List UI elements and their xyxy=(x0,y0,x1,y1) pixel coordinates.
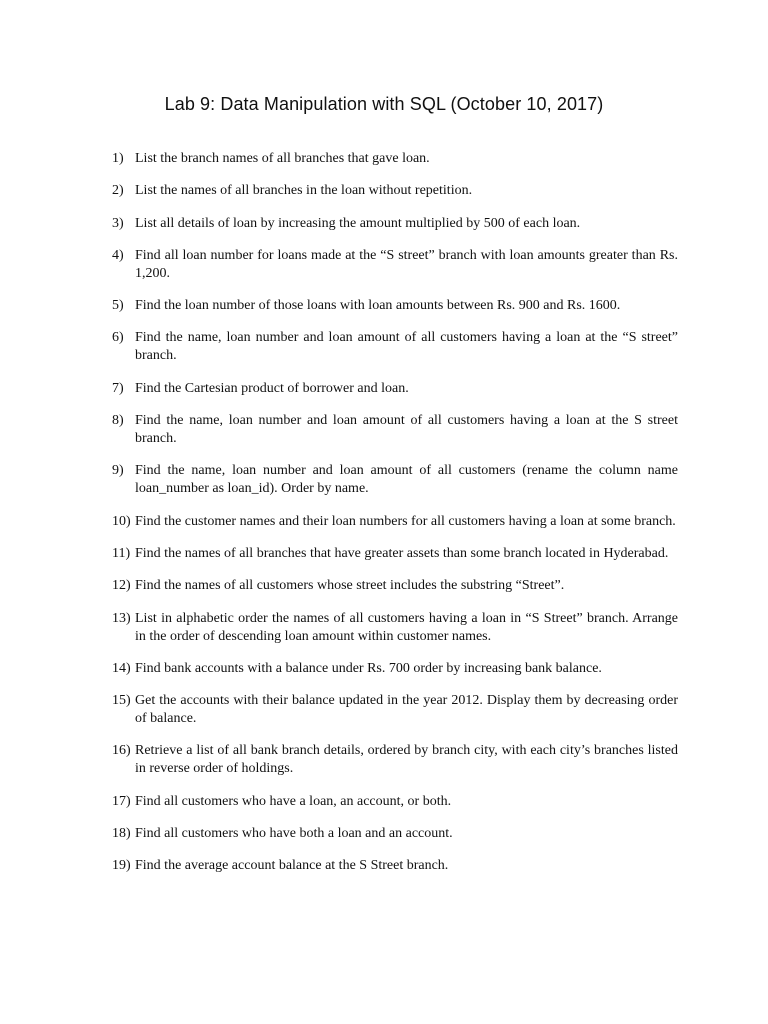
item-number: 10) xyxy=(112,513,131,529)
list-item xyxy=(112,297,678,315)
item-number: 15) xyxy=(112,693,131,709)
item-text: Find the name, loan number and loan amount of all customers having a loan at the “S street” branch. xyxy=(135,330,678,364)
list-item xyxy=(112,150,678,168)
item-number: 11) xyxy=(112,545,131,561)
item-number: 8) xyxy=(112,413,124,429)
item-text: Find the customer names and their loan numbers for all customers having a loan at some branch. xyxy=(135,513,676,529)
list-item xyxy=(112,329,678,365)
item-text: List all details of loan by increasing the amount multiplied by 500 of each loan. xyxy=(135,215,581,231)
list-item xyxy=(112,545,678,563)
item-text: Find the names of all customers whose street includes the substring “Street”. xyxy=(135,578,565,594)
item-text: Retrieve a list of all bank branch details, ordered by branch city, with each city’s branches listed in reverse order of holdings. xyxy=(135,743,678,777)
list-item xyxy=(112,215,678,233)
item-number: 5) xyxy=(112,298,124,314)
item-number: 7) xyxy=(112,380,124,396)
item-number: 14) xyxy=(112,660,131,676)
item-number: 1) xyxy=(112,151,124,166)
item-number: 2) xyxy=(112,183,124,199)
item-text: Find the loan number of those loans with loan amounts between Rs. 900 and Rs. 1600. xyxy=(135,298,621,314)
item-text: Get the accounts with their balance updated in the year 2012. Display them by decreasing order of balance. xyxy=(135,693,678,727)
item-text: Find the name, loan number and loan amount of all customers having a loan at the S street branch. xyxy=(135,413,678,447)
item-text: Find the name, loan number and loan amount of all customers (rename the column name loan_number as loan_id). Order by name. xyxy=(135,463,678,497)
item-number: 18) xyxy=(112,826,131,842)
list-item xyxy=(112,825,678,843)
list-item xyxy=(112,513,678,531)
item-number: 6) xyxy=(112,330,124,346)
list-item xyxy=(112,412,678,448)
list-item xyxy=(112,857,678,875)
list-item xyxy=(112,577,678,595)
list-item xyxy=(112,793,678,811)
item-text: Find all customers who have both a loan and an account. xyxy=(135,826,453,842)
question-list xyxy=(112,150,678,890)
list-item xyxy=(112,182,678,200)
list-item xyxy=(112,247,678,283)
item-text: Find all customers who have a loan, an account, or both. xyxy=(135,793,452,809)
item-number: 16) xyxy=(112,743,131,759)
list-item xyxy=(112,742,678,778)
list-item xyxy=(112,692,678,728)
item-number: 3) xyxy=(112,215,124,231)
item-text: Find the names of all branches that have greater assets than some branch located in Hyderabad. xyxy=(135,545,669,561)
item-number: 17) xyxy=(112,793,131,809)
item-text: Find the Cartesian product of borrower and loan. xyxy=(135,380,409,396)
item-text: List the names of all branches in the loan without repetition. xyxy=(135,183,473,199)
item-text: List the branch names of all branches that gave loan. xyxy=(135,151,430,166)
list-item xyxy=(112,610,678,646)
list-item xyxy=(112,660,678,678)
item-text: Find all loan number for loans made at the “S street” branch with loan amounts greater than Rs. 1,200. xyxy=(135,247,678,281)
page-title: Lab 9: Data Manipulation with SQL (October 10, 2017) xyxy=(164,94,604,114)
list-item xyxy=(112,380,678,398)
item-text: Find bank accounts with a balance under Rs. 700 order by increasing bank balance. xyxy=(135,660,602,676)
item-text: Find the average account balance at the S Street branch. xyxy=(135,858,449,874)
item-number: 13) xyxy=(112,610,131,626)
item-text: List in alphabetic order the names of all customers having a loan in “S Street” branch. Arrange in the order of descending loan amount within customer names. xyxy=(135,610,678,644)
item-number: 12) xyxy=(112,578,131,594)
item-number: 19) xyxy=(112,858,131,874)
item-number: 9) xyxy=(112,463,124,479)
list-item xyxy=(112,462,678,498)
item-number: 4) xyxy=(112,247,124,263)
